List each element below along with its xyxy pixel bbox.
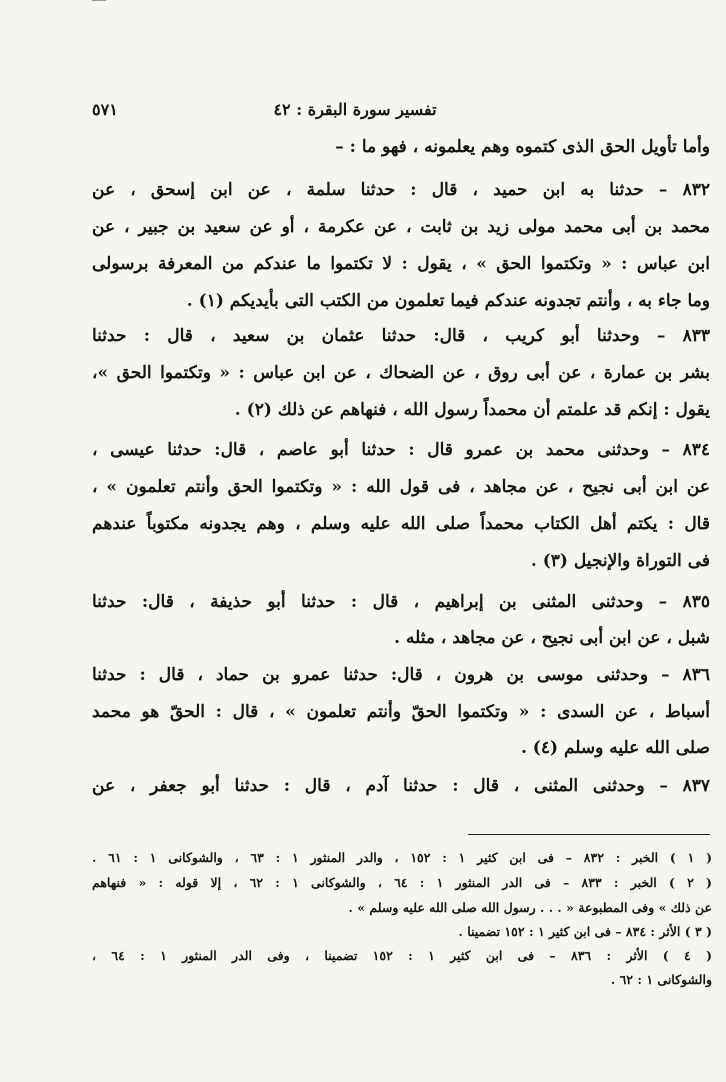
footnote-line: ( ٤ ) الأثر : ٨٣٦ – فى ابن كثير ١ : ١٥٢ تضمينا ، وفى الدر المنثور ١ : ٦٤ ،	[92, 948, 712, 963]
page-number: ٥٧١	[92, 100, 118, 119]
body-line: بشر بن عمارة ، عن أبى روق ، عن الضحاك ، عن ابن عباس : « وتكتموا الحق »،	[92, 363, 710, 383]
footnote-line: ( ٢ ) الخبر : ٨٣٣ – فى الدر المنثور ١ : ٦٤ ، والشوكانى ١ : ٦٢ ، إلا قوله : « فنهاهم	[92, 875, 712, 890]
body-line: ٨٣٣ – وحدثنا أبو كريب ، قال: حدثنا عثمان بن سعيد ، قال : حدثنا	[92, 326, 710, 346]
body-line: شبل ، عن ابن أبى نجيح ، عن مجاهد ، مثله .	[394, 628, 710, 648]
body-line: قال : يكتم أهل الكتاب محمداً صلى الله عليه وسلم ، وهم يجدونه مكتوباً عندهم	[92, 514, 710, 534]
footnote-line: ( ٣ ) الأثر : ٨٣٤ – فى ابن كثير ١ : ١٥٢ تضمينا .	[458, 924, 712, 939]
footnote-line: عن ذلك » وفى المطبوعة « . . . رسول الله صلى الله عليه وسلم » .	[348, 900, 712, 915]
body-line: صلى الله عليه وسلم (٤) .	[520, 738, 710, 758]
body-line: ابن عباس : « وتكتموا الحق » ، يقول : لا تكتموا ما عندكم من المعرفة برسولى	[92, 254, 710, 274]
body-line: ٨٣٦ – وحدثنى موسى بن هرون ، قال: حدثنا عمرو بن حماد ، قال : حدثنا	[92, 665, 710, 685]
body-line: وما جاء به ، وأنتم تجدونه عندكم فيما تعلمون من الكتب التى بأيديكم (١) .	[186, 291, 710, 311]
body-line: أسباط ، عن السدى : « وتكتموا الحقّ وأنتم تعلمون » ، قال : الحقّ هو محمد	[92, 702, 710, 722]
body-line: ٨٣٧ – وحدثنى المثنى ، قال : حدثنا آدم ، قال : حدثنا أبو جعفر ، عن	[92, 776, 710, 796]
body-line: ٨٣٢ – حدثنا به ابن حميد ، قال : حدثنا سلمة ، عن ابن إسحق ، عن	[92, 180, 710, 200]
body-line: محمد بن أبى محمد مولى زيد بن ثابت ، عن عكرمة ، أو عن سعيد بن جبير ، عن	[92, 217, 710, 237]
footnote-divider	[468, 834, 710, 835]
body-line: فى التوراة والإنجيل (٣) .	[530, 551, 710, 571]
body-line: ٨٣٤ – وحدثنى محمد بن عمرو قال : حدثنا أبو عاصم ، قال: حدثنا عيسى ،	[92, 440, 710, 460]
body-line: يقول : إنكم قد علمتم أن محمداً رسول الله ، فنهاهم عن ذلك (٢) .	[234, 400, 710, 420]
body-line: عن ابن أبى نجيح ، عن مجاهد ، فى قول الله : « وتكتموا الحق وأنتم تعلمون » ،	[92, 477, 710, 497]
scan-mark	[92, 0, 106, 5]
footnote-line: ( ١ ) الخبر : ٨٣٢ – فى ابن كثير ١ : ١٥٢ ، والدر المنثور ١ : ٦٣ ، والشوكانى ١ : ٦١ .	[92, 850, 712, 865]
body-line: ٨٣٥ – وحدثنى المثنى بن إبراهيم ، قال : حدثنا أبو حذيفة ، قال: حدثنا	[92, 592, 710, 612]
page-header-title: تفسير سورة البقرة : ٤٢	[273, 100, 437, 119]
footnote-line: والشوكانى ١ : ٦٢ .	[610, 972, 712, 987]
body-line: وأما تأويل الحق الذى كتموه وهم يعلمونه ، فهو ما : –	[335, 137, 710, 157]
